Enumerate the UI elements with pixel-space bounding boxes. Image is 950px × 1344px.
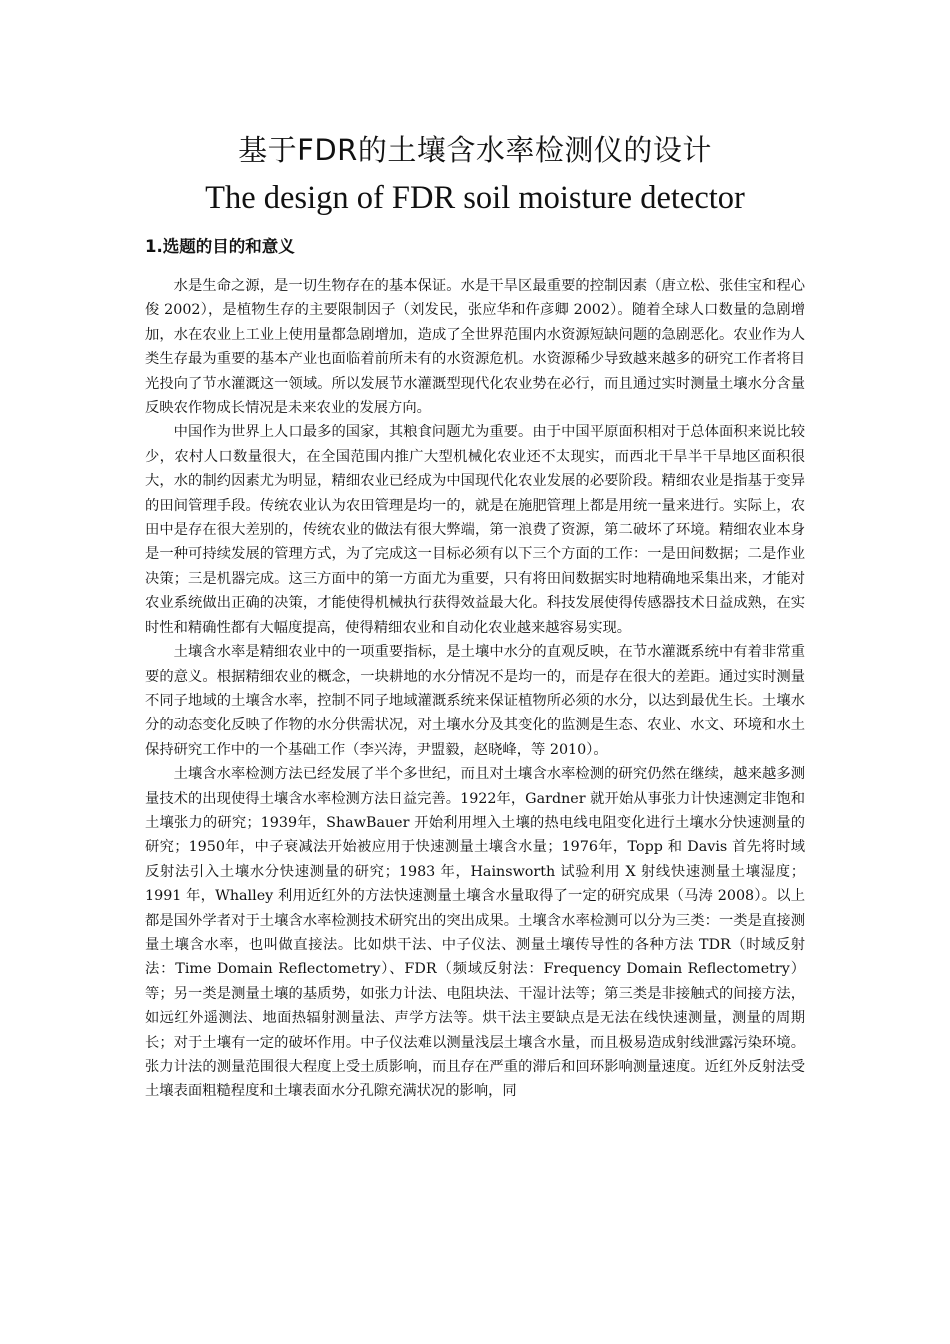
body-paragraph-3: 土壤含水率是精细农业中的一项重要指标，是土壤中水分的直观反映，在节水灌溉系统中有着非常重要的意义。根据精细农业的概念，一块耕地的水分情况不是均一的，而是存在很大的差距。通过实时测量不同子地域的土壤含水率，控制不同子地域灌溉系统来保证植物所必须的水分，以达到最优生长。土壤水分的动态变化反映了作物的水分供需状况，对土壤水分及其变化的监测是生态、农业、水文、环境和水土保持研究工作中的一个基础工作（李兴涛，尹盟毅，赵晓峰，等 2010）。 [145,644,805,758]
body-paragraph-4: 土壤含水率检测方法已经发展了半个多世纪，而且对土壤含水率检测的研究仍然在继续，越来越多测量技术的出现使得土壤含水率检测方法日益完善。1922年，Gardner 就开始从事张力计快速测定非饱和土壤张力的研究；1939年，ShawBauer 开始利用埋入土壤的热电线电阻变化进行土壤水分快速测量的研究；1950年，中子衰减法开始被应用于快速测量土壤含水量；1976年，Topp 和 Davis 首先将时域反射法引入土壤水分快速测量的研究；1983 年，Hainsworth 试验利用 X 射线快速测量土壤湿度；1991 年，Whalley 利用近红外的方法快速测量土壤含水量取得了一定的研究成果（马涛 2008）。以上都是国外学者对于土壤含水率检测技术研究出的突出成果。土壤含水率检测可以分为三类：一类是直接测量土壤含水率，也叫做直接法。比如烘干法、中子仪法、测量土壤传导性的各种方法 TDR（时域反射法：Time Domain Reflectometry）、FDR（频域反射法：Frequency Domain Reflectometry）等；另一类是测量土壤的基质势，如张力计法、电阻块法、干湿计法等；第三类是非接触式的间接方法，如远红外遥测法、地面热辐射测量法、声学方法等。烘干法主要缺点是无法在线快速测量，测量的周期长；对于土壤有一定的破坏作用。中子仪法难以测量浅层土壤含水量，而且极易造成射线泄露污染环境。张力计法的测量范围很大程度上受土质影响，而且存在严重的滞后和回环影响测量速度。近红外反射法受土壤表面粗糙程度和土壤表面水分孔隙充满状况的影响，同 [145,766,805,1100]
document-title-english: The design of FDR soil moisture detector [205,180,745,216]
body-paragraph-1: 水是生命之源，是一切生物存在的基本保证。水是干旱区最重要的控制因素（唐立松、张佳宝和程心俊 2002），是植物生存的主要限制因子（刘发民，张应华和仵彦卿 2002）。随着全球人口数量的急剧增加，水在农业上工业上使用量都急剧增加，造成了全世界范围内水资源短缺问题的急剧恶化。农业作为人类生存最为重要的基本产业也面临着前所未有的水资源危机。水资源稀少导致越来越多的研究工作者将目光投向了节水灌溉这一领域。所以发展节水灌溉型现代化农业势在必行，而且通过实时测量土壤水分含量反映农作物成长情况是未来农业的发展方向。 [145,278,805,417]
body-paragraph-2: 中国作为世界上人口最多的国家，其粮食问题尤为重要。由于中国平原面积相对于总体面积来说比较少，农村人口数量很大，在全国范围内推广大型机械化农业还不太现实，而西北干旱半干旱地区面积很大，水的制约因素尤为明显，精细农业已经成为中国现代化农业发展的必要阶段。精细农业是指基于变异的田间管理手段。传统农业认为农田管理是均一的，就是在施肥管理上都是用统一量来进行。实际上，农田中是存在很大差别的，传统农业的做法有很大弊端，第一浪费了资源，第二破坏了环境。精细农业本身是一种可持续发展的管理方式，为了完成这一目标必须有以下三个方面的工作：一是田间数据；二是作业决策；三是机器完成。这三方面中的第一方面尤为重要，只有将田间数据实时地精确地采集出来，才能对农业系统做出正确的决策，才能使得机械执行获得效益最大化。科技发展使得传感器技术日益成熟，在实时性和精确性都有大幅度提高，使得精细农业和自动化农业越来越容易实现。 [145,424,805,636]
section-heading: 1.选题的目的和意义 [145,237,295,256]
document-page [145,128,805,1104]
document-title-chinese: 基于FDR的土壤含水率检测仪的设计 [238,133,712,167]
